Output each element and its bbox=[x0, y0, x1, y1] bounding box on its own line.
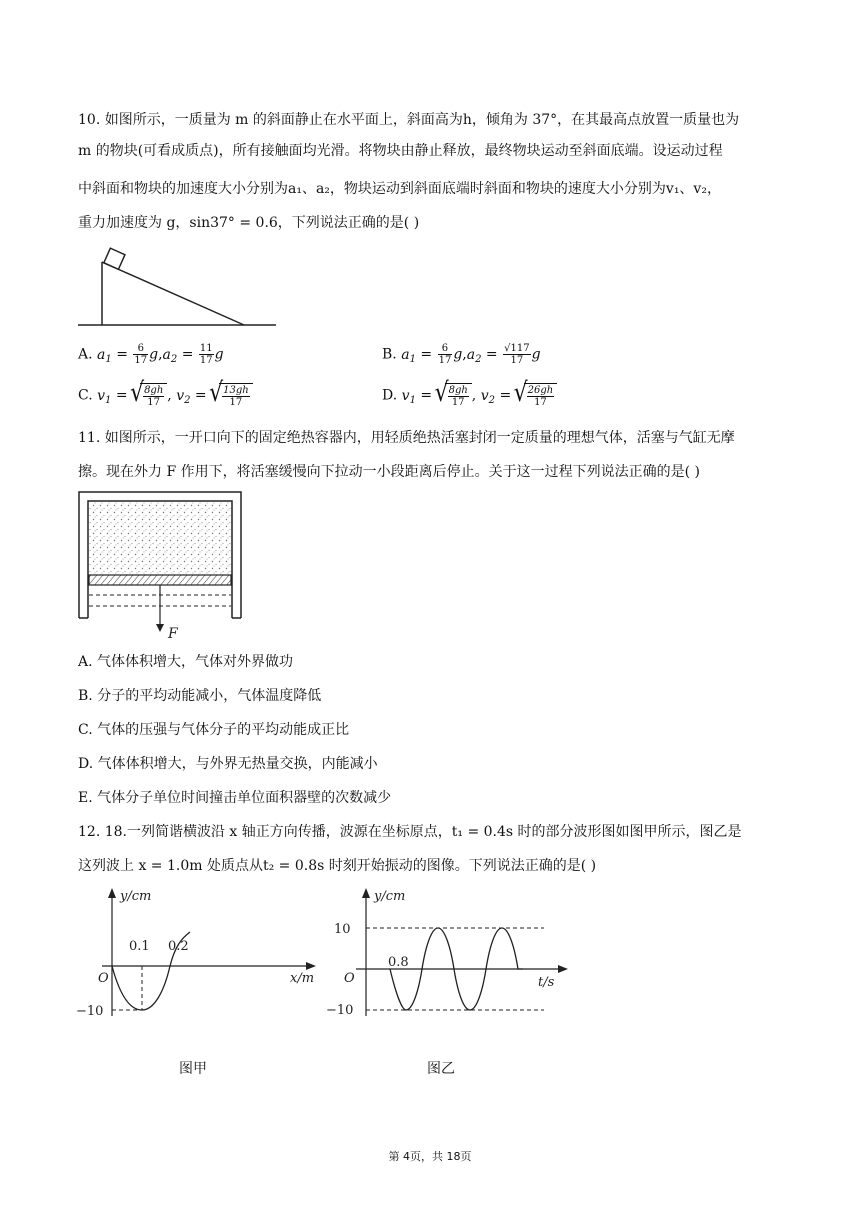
q11-option-b: B. 分子的平均动能减小，气体温度降低 bbox=[78, 688, 322, 704]
graph-b-ymax: 10 bbox=[334, 922, 351, 937]
q10-option-b: B. $a_1$ = $\frac{6}{17}$ $g,a_2$ = $\frac{√117}{17}$ g bbox=[382, 343, 541, 366]
graph-b-xlabel: t/s bbox=[538, 975, 555, 990]
q11-option-c: C. 气体的压强与气体分子的平均动能成正比 bbox=[78, 722, 350, 738]
graph-a-tick-1: 0.1 bbox=[129, 939, 150, 954]
q10-option-c: C. $v_1$ = √ $\frac{8gh}{17}$ , $v_2$ = √ $\frac{13gh}{17}$ bbox=[78, 383, 253, 408]
graph-b-ylabel: y/cm bbox=[374, 889, 406, 904]
q11-line-1: 11. 如图所示，一开口向下的固定绝热容器内，用轻质绝热活塞封闭一定质量的理想气体，活塞与气缸无摩 bbox=[78, 430, 735, 446]
graph-a-origin: O bbox=[98, 971, 109, 986]
q10-option-d: D. $v_1$ = √ $\frac{8gh}{17}$ , $v_2$ = √ $\frac{26gh}{17}$ bbox=[382, 383, 557, 408]
graph-b-caption: 图乙 bbox=[427, 1061, 455, 1077]
graph-a-xlabel: x/m bbox=[290, 971, 315, 986]
graph-a-tick-2: 0.2 bbox=[168, 939, 189, 954]
q11-option-d: D. 气体体积增大，与外界无热量交换，内能减小 bbox=[78, 756, 378, 772]
graph-a-ymin: −10 bbox=[76, 1004, 104, 1019]
q10-option-a: A. $a_1$ = $\frac{6}{17}$ $g,a_2$ = $\frac{11}{17}$ g bbox=[78, 343, 224, 366]
q11-option-a: A. 气体体积增大，气体对外界做功 bbox=[78, 654, 294, 670]
force-label: F bbox=[168, 626, 178, 640]
q12-line-1: 12. 18.一列简谐横波沿 x 轴正方向传播，波源在坐标原点，t₁ = 0.4s 时的部分波形图如图甲所示，图乙是 bbox=[78, 824, 742, 840]
incline-figure bbox=[78, 238, 278, 330]
wave-curve-a bbox=[112, 932, 190, 1010]
vibration-graph-b bbox=[320, 884, 580, 1024]
graph-a-caption: 图甲 bbox=[179, 1061, 207, 1077]
q10-line-4: 重力加速度为 g，sin37° = 0.6，下列说法正确的是( ) bbox=[78, 215, 420, 231]
graph-b-tick: 0.8 bbox=[388, 955, 409, 970]
q10-line-3: 中斜面和物块的加速度大小分别为a₁、a₂，物块运动到斜面底端时斜面和物块的速度大小分别为v₁、v₂， bbox=[78, 181, 721, 197]
page-footer: 第 4页，共 18页 bbox=[388, 1150, 472, 1163]
q11-option-e: E. 气体分子单位时间撞击单位面积器壁的次数减少 bbox=[78, 790, 392, 806]
graph-b-ymin: −10 bbox=[326, 1003, 354, 1018]
graph-a-ylabel: y/cm bbox=[120, 889, 152, 904]
q12-line-2: 这列波上 x = 1.0m 处质点从t₂ = 0.8s 时刻开始振动的图像。下列说法正确的是( ) bbox=[78, 858, 597, 874]
container-figure bbox=[78, 490, 244, 640]
graph-b-origin: O bbox=[344, 971, 355, 986]
q10-line-2: m 的物块(可看成质点)，所有接触面均光滑。将物块由静止释放，最终物块运动至斜面底端。设运动过程 bbox=[78, 143, 723, 159]
q11-line-2: 擦。现在外力 F 作用下，将活塞缓慢向下拉动一小段距离后停止。关于这一过程下列说法正确的是( ) bbox=[78, 464, 700, 480]
q10-line-1: 10. 如图所示，一质量为 m 的斜面静止在水平面上，斜面高为h，倾角为 37°，在其最高点放置一质量也为 bbox=[78, 112, 740, 128]
wave-graph-a bbox=[72, 884, 332, 1024]
